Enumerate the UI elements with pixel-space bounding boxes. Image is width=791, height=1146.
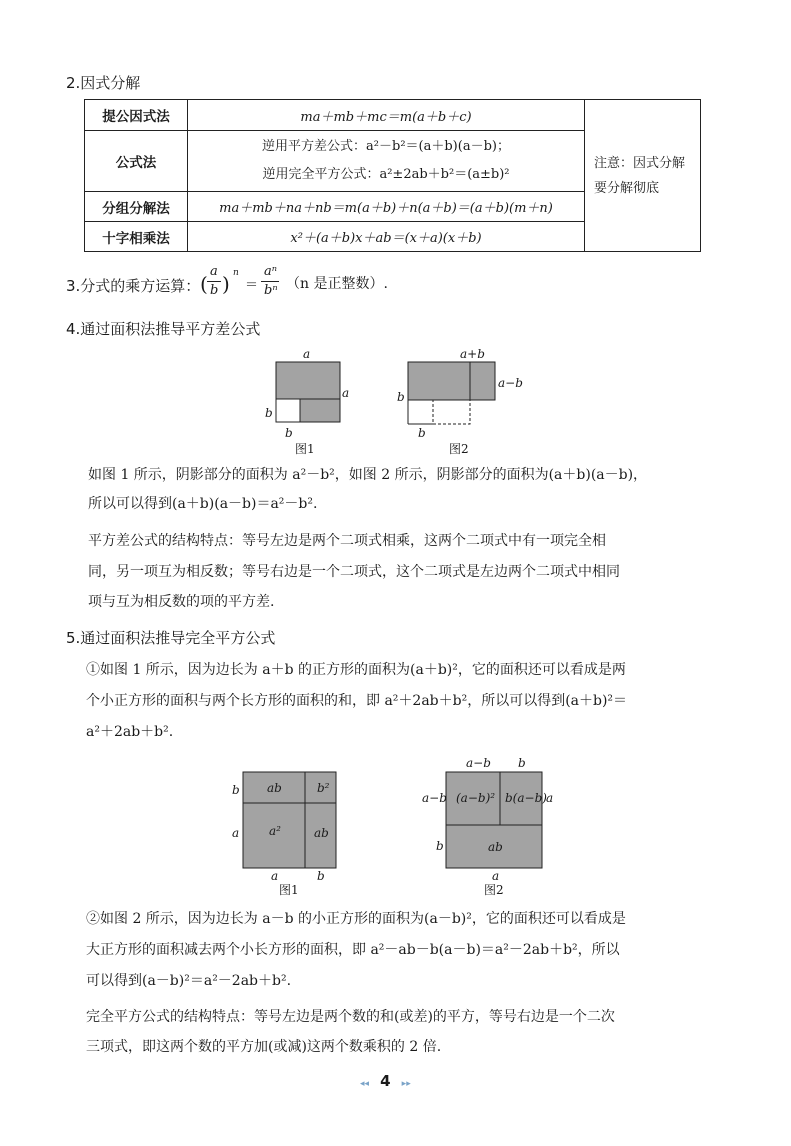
fig1-small-square xyxy=(276,399,300,422)
fraction-den: b xyxy=(210,283,219,298)
paragraph-line: 如图 1 所示，阴影部分的面积为 a²－b²，如图 2 所示，阴影部分的面积为(a＋b)(a－b)， xyxy=(88,467,648,483)
fig5-2-caption: 图2 xyxy=(484,883,504,897)
page-number: 4 xyxy=(380,1072,391,1090)
cell-label: ab xyxy=(488,840,503,854)
fig4-2-bottom-label: b xyxy=(418,426,426,440)
method-formula xyxy=(188,131,585,192)
side-label: a−b xyxy=(466,756,491,770)
paragraph-line: 三项式，即这两个数的平方加(或减)这两个数乘积的 2 倍. xyxy=(86,1039,442,1055)
fraction-exp: n xyxy=(233,268,239,278)
fig4-2-top-label: a+b xyxy=(460,347,485,361)
method-formula: ma＋mb＋na＋nb＝m(a＋b)＋n(a＋b)＝(a＋b)(m＋n) xyxy=(188,192,585,222)
cell-label: b(a−b) xyxy=(505,791,547,805)
cell-label: b² xyxy=(317,781,330,795)
fig4-1-caption: 图1 xyxy=(295,442,315,456)
section-2-heading: 2.因式分解 xyxy=(66,74,141,92)
fig4-2-caption: 图2 xyxy=(449,442,469,456)
side-label: b xyxy=(436,839,444,853)
fig2-left-rect xyxy=(408,362,470,400)
section-4-heading: 4.通过面积法推导平方差公式 xyxy=(66,320,261,338)
paragraph-line: 项与互为相反数的项的平方差. xyxy=(88,594,275,610)
method-name: 十字相乘法 xyxy=(85,222,188,252)
method-name: 分组分解法 xyxy=(85,192,188,222)
cell-label: ab xyxy=(314,826,329,840)
factorization-table xyxy=(84,99,701,252)
next-arrows-icon: ▸▸ xyxy=(401,1079,411,1089)
side-label: b xyxy=(232,783,240,797)
result-num: aⁿ xyxy=(264,264,278,279)
side-label: a−b xyxy=(422,791,447,805)
section-3-heading xyxy=(66,275,200,296)
perfect-square-figures xyxy=(238,767,568,877)
result-den: bⁿ xyxy=(264,283,278,298)
note-line: 要分解彻底 xyxy=(594,180,660,196)
note-line: 注意：因式分解 xyxy=(594,155,686,171)
side-label: a xyxy=(232,826,240,840)
paragraph-line: 完全平方公式的结构特点：等号左边是两个数的和(或差)的平方，等号右边是一个二次 xyxy=(86,1009,615,1025)
paragraph-line: a²＋2ab＋b². xyxy=(86,724,174,740)
fig4-2-right-label: a−b xyxy=(498,376,523,390)
method-name: 提公因式法 xyxy=(85,100,188,131)
side-label: b xyxy=(317,869,325,883)
fraction-num: a xyxy=(210,264,218,279)
cell-label: a² xyxy=(269,824,281,838)
section-3-text: 3.分式的乘方运算： xyxy=(66,277,201,295)
fig5-1-caption: 图1 xyxy=(279,883,299,897)
method-formula: x²＋(a＋b)x＋ab＝(x＋a)(x＋b) xyxy=(188,222,585,252)
side-label: a xyxy=(492,869,500,883)
fig4-1-left-label: b xyxy=(265,406,273,420)
formula-line: 逆用完全平方公式：a²±2ab＋b²＝(a±b)² xyxy=(262,167,510,182)
fig2-right-rect xyxy=(470,362,495,400)
cell-label: ab xyxy=(267,781,282,795)
fig4-1-top-label: a xyxy=(303,347,311,361)
fig2-dashed-rect xyxy=(433,400,470,424)
formula-line: 逆用平方差公式：a²－b²＝(a＋b)(a－b)； xyxy=(262,139,510,154)
paragraph-line: 大正方形的面积减去两个小长方形的面积，即 a²－ab－b(a－b)＝a²－2ab＋b²，所以 xyxy=(86,942,620,958)
paragraph-line: ①如图 1 所示，因为边长为 a＋b 的正方形的面积为(a＋b)²，它的面积还可以看成是两 xyxy=(86,662,626,678)
method-formula: ma＋mb＋mc＝m(a＋b＋c) xyxy=(188,100,585,131)
side-label: a xyxy=(271,869,279,883)
prev-arrows-icon: ◂◂ xyxy=(360,1079,370,1089)
paragraph-line: 平方差公式的结构特点：等号左边是两个二项式相乘，这两个二项式中有一项完全相 xyxy=(88,533,606,549)
paragraph-line: ②如图 2 所示，因为边长为 a－b 的小正方形的面积为(a－b)²，它的面积还可以看成是 xyxy=(86,911,626,927)
paragraph-line: 个小正方形的面积与两个长方形的面积的和，即 a²＋2ab＋b²，所以可以得到(a＋b)²＝ xyxy=(86,693,628,709)
fig4-1-bottom-label: b xyxy=(285,426,293,440)
note-cell xyxy=(585,100,701,252)
section-5-heading: 5.通过面积法推导完全平方公式 xyxy=(66,629,276,647)
paragraph-line: 可以得到(a－b)²＝a²－2ab＋b². xyxy=(86,973,292,989)
side-label: a xyxy=(546,791,554,805)
paragraph-line: 所以可以得到(a＋b)(a－b)＝a²－b². xyxy=(88,496,318,512)
section-3-tail: （n 是正整数）. xyxy=(286,276,388,292)
page-footer xyxy=(360,1071,411,1090)
side-label: b xyxy=(518,756,526,770)
fig4-2-left-label: b xyxy=(397,390,405,404)
paragraph-line: 同，另一项互为相反数；等号右边是一个二项式，这个二项式是左边两个二项式中相同 xyxy=(88,564,620,580)
fig4-1-right-label: a xyxy=(342,386,350,400)
cell-label: (a−b)² xyxy=(456,791,496,805)
method-name: 公式法 xyxy=(85,131,188,192)
